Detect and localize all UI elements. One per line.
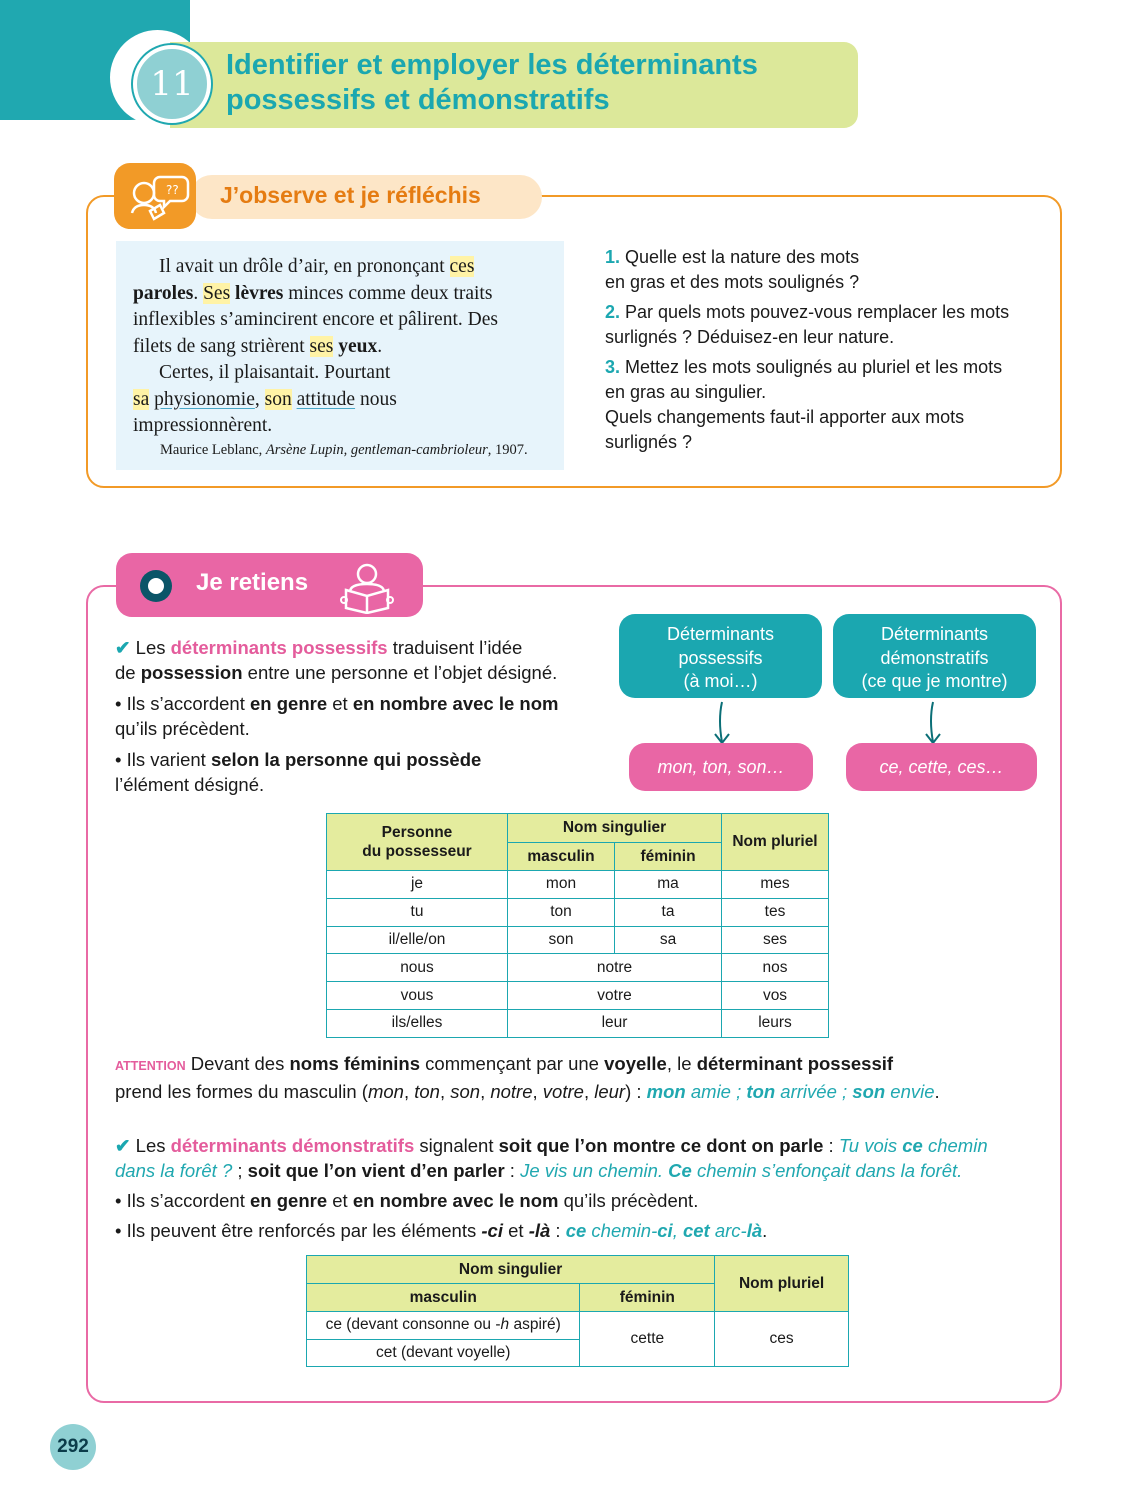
question-1: 1. Quelle est la nature des mots en gras et des mots soulignés ? bbox=[605, 247, 860, 292]
questions-list bbox=[605, 245, 1045, 460]
underlined-word: attitude bbox=[296, 388, 356, 410]
table-row: nous notre nos bbox=[327, 954, 829, 982]
bold-word: paroles bbox=[133, 282, 194, 304]
underlined-word: physionomie bbox=[154, 388, 255, 410]
passage bbox=[133, 254, 553, 440]
highlighted-word: Ses bbox=[203, 282, 231, 304]
diagram-demonstratifs-box: Déterminants démonstratifs (ce que je montre) bbox=[833, 614, 1036, 698]
table-header: Nom pluriel bbox=[722, 814, 829, 871]
observe-label: J’observe et je réfléchis bbox=[220, 182, 481, 208]
passage-line: Certes, il plaisantait. Pourtant bbox=[159, 362, 391, 383]
table-header: masculin bbox=[508, 843, 615, 871]
speech-bubbles-icon bbox=[114, 163, 196, 229]
reader-icon bbox=[338, 560, 396, 614]
check-icon: ✔ bbox=[115, 1135, 131, 1156]
arrow-down-icon bbox=[921, 700, 945, 746]
diagram-possessifs-box: Déterminants possessifs (à moi…) bbox=[619, 614, 822, 698]
table-row: cet (devant voyelle) bbox=[307, 1339, 849, 1367]
diagram-possessifs-example: mon, ton, son… bbox=[629, 743, 813, 791]
table-header: masculin bbox=[307, 1284, 580, 1312]
bold-word: lèvres bbox=[235, 282, 284, 304]
table-row: il/elle/on son sa ses bbox=[327, 926, 829, 954]
question-2: 2. Par quels mots pouvez-vous remplacer les mots surlignés ? Déduisez-en leur nature. bbox=[605, 302, 1010, 347]
rule-definition: ✔ Les déterminants démonstratifs signalent soit que l’on montre ce dont on parle : Tu vois ce chemin dans la forêt ? ; soit que l’on vient d’en parler : Je vis un chemin. Ce chemin s’enfonçait dans la forêt. bbox=[115, 1135, 988, 1181]
chapter-number: 11 bbox=[150, 64, 194, 104]
highlighted-word: son bbox=[264, 388, 292, 410]
table-row: vous votre vos bbox=[327, 982, 829, 1010]
title-line-1: Identifier et employer les déterminants bbox=[226, 49, 758, 81]
table-header: Personne du possesseur bbox=[327, 814, 508, 871]
page-title bbox=[226, 48, 846, 118]
passage-line: filets de sang strièrent ses yeux. bbox=[133, 335, 383, 357]
passage-line: sa physionomie, son attitude nous bbox=[133, 388, 397, 410]
bullet-dot-icon bbox=[140, 570, 172, 602]
possessifs-rules bbox=[115, 635, 595, 803]
svg-text:??: ?? bbox=[166, 183, 179, 197]
table-header: Nom singulier bbox=[508, 814, 722, 843]
rule-definition: ✔ Les déterminants possessifs traduisent l’idée de possession entre une personne et l’objet désigné. bbox=[115, 637, 558, 683]
highlighted-word: ses bbox=[309, 335, 334, 357]
attention-note: ATTENTION Devant des noms féminins commençant par une voyelle, le déterminant possessif prend les formes du masculin (mon, ton, son, notre, votre, leur) : mon amie ; ton arrivée ; son envie. bbox=[115, 1053, 940, 1102]
table-row: ce (devant consonne ou -h aspiré) cette ces bbox=[307, 1312, 849, 1340]
demonstratifs-rules bbox=[115, 1133, 1045, 1248]
bold-word: yeux bbox=[338, 335, 378, 357]
passage-line: inflexibles s’amincirent encore et pâlirent. Des bbox=[133, 309, 498, 330]
highlighted-word: sa bbox=[133, 388, 150, 410]
page-number: 292 bbox=[50, 1424, 96, 1470]
rule-agreement: • Ils s’accordent en genre et en nombre avec le nom qu’ils précèdent. bbox=[115, 693, 559, 739]
chapter-badge bbox=[133, 45, 211, 123]
table-header: Nom pluriel bbox=[715, 1256, 849, 1312]
passage-line: Il avait un drôle d’air, en prononçant ces bbox=[159, 256, 475, 277]
check-icon: ✔ bbox=[115, 637, 131, 658]
rule-agreement: • Ils s’accordent en genre et en nombre avec le nom qu’ils précèdent. bbox=[115, 1190, 699, 1211]
retiens-label: Je retiens bbox=[196, 569, 309, 596]
passage-line: impressionnèrent. bbox=[133, 415, 273, 436]
demonstratifs-table bbox=[306, 1255, 849, 1367]
table-header: féminin bbox=[580, 1284, 715, 1312]
attention-label: ATTENTION bbox=[115, 1059, 186, 1073]
highlighted-word: ces bbox=[449, 256, 475, 277]
question-3: 3. Mettez les mots soulignés au pluriel et les mots en gras au singulier. Quels changements faut-il apporter aux mots surlignés ? bbox=[605, 357, 1003, 452]
table-row: je mon ma mes bbox=[327, 871, 829, 899]
possessifs-table bbox=[326, 813, 829, 1038]
table-row: ils/elles leur leurs bbox=[327, 1009, 829, 1037]
passage-line: paroles. Ses lèvres minces comme deux traits bbox=[133, 282, 493, 304]
table-header: féminin bbox=[615, 843, 722, 871]
rule-reinforcement: • Ils peuvent être renforcés par les éléments -ci et -là : ce chemin-ci, cet arc-là. bbox=[115, 1220, 768, 1241]
table-row: tu ton ta tes bbox=[327, 898, 829, 926]
passage-credit: Maurice Leblanc, Arsène Lupin, gentleman-cambrioleur, 1907. bbox=[160, 442, 528, 458]
diagram-demonstratifs-example: ce, cette, ces… bbox=[846, 743, 1037, 791]
title-line-2: possessifs et démonstratifs bbox=[226, 84, 610, 116]
rule-person: • Ils varient selon la personne qui possède l’élément désigné. bbox=[115, 749, 482, 795]
table-header: Nom singulier bbox=[307, 1256, 715, 1284]
arrow-down-icon bbox=[710, 700, 734, 746]
